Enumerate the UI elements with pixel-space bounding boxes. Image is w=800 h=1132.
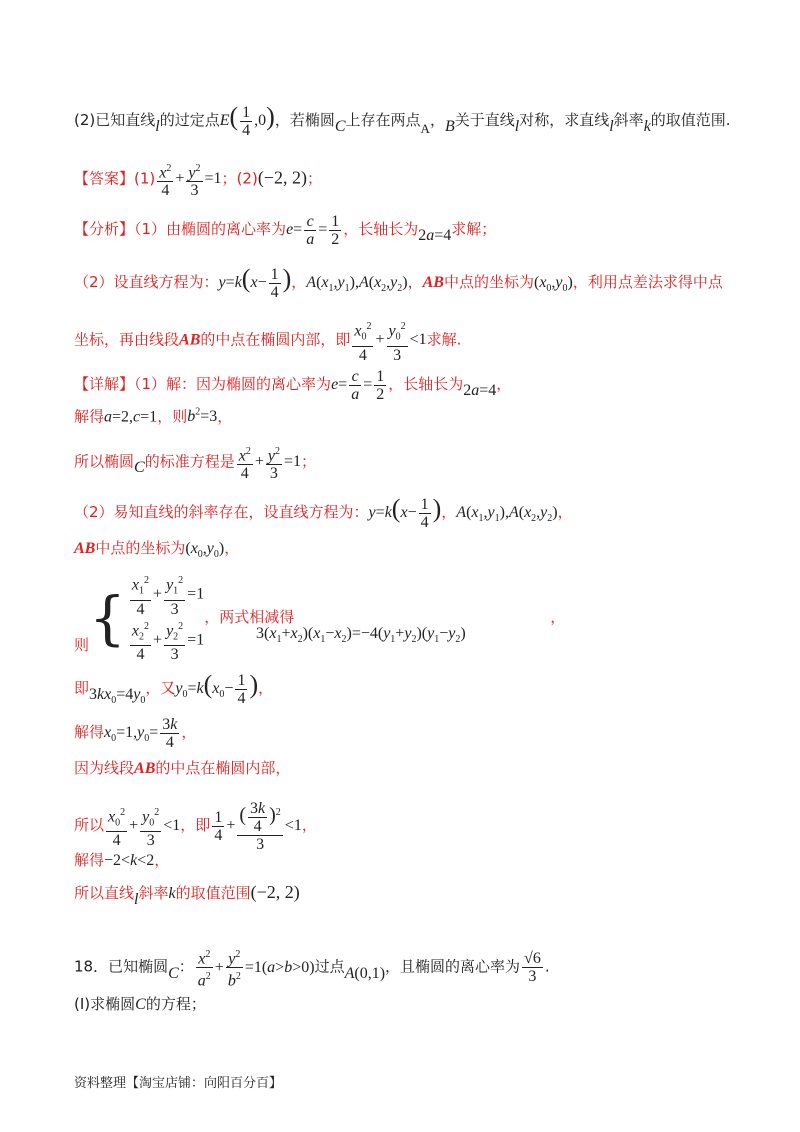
footer-text: 资料整理【淘宝店铺：向阳百分百】 bbox=[74, 1076, 283, 1091]
detail-line-1: 【详解】（1）解：因为椭圆的离心率为e= $\frac{c}{a}$ = $\frac{1}{2}$ ，长轴长为2a=4， bbox=[74, 368, 512, 403]
problem-2-statement: (2)已知直线l的过定点E( $\frac{1}{4}$ ,0)，若椭圆C上存在两点A，B关于直线l对称，求直线l斜率k的取值范围. bbox=[74, 102, 731, 139]
detail-line-6: 则 { $\frac{x_1^2}{4}$ + $\frac{y_1^2}{3}$ =1 $\frac{x_2^2}{4}$ + $\frac{y_2^2}{3}$ =1 ，两式相减得 ， bbox=[74, 572, 565, 663]
analysis-line-2: （2）设直线方程为：y=k(x− $\frac{1}{4}$ )，$A(x_1,y_1),A(x_2,y_2)$，AB中点的坐标为$(x_0,y_0)$，利用点差法求得中点 bbox=[74, 264, 723, 301]
detail-line-9: 因为线段AB的中点在椭圆内部， bbox=[74, 759, 291, 777]
question-18-part-1: (Ⅰ)求椭圆C的方程； bbox=[74, 995, 206, 1013]
detail-line-5: AB中点的坐标为$(x_0,y_0)$， bbox=[74, 539, 240, 561]
detail-line-10: 所以 $\frac{x_0^2}{4}$ + $\frac{y_0^2}{3}$ <1，即 $\frac{1}{4}$ + ( $\frac{3k}{4}$ )$^2$ 3 <1， bbox=[74, 800, 317, 853]
detail-line-2: 解得a=2,c=1，则$b^2=3$， bbox=[74, 407, 233, 426]
difference-equation: $3(x_1+x_2)(x_1-x_2)=-4(y_1+y_2)(y_1-y_2)$ bbox=[256, 625, 466, 646]
analysis-line-1: 【分析】（1）由椭圆的离心率为e= $\frac{c}{a}$ = $\frac{1}{2}$ ，长轴长为2a=4求解； bbox=[74, 213, 497, 248]
answer-line: 【答案】(1) $\frac{x^2}{4}$ + $\frac{y^2}{3}$ =1；(2)(−2, 2)； bbox=[74, 160, 322, 199]
detail-line-11: 解得−2<k<2， bbox=[74, 851, 170, 869]
analysis-line-3: 坐标，再由线段AB的中点在椭圆内部，即 $\frac{x_0^2}{4}$ + $\frac{y_0^2}{3}$ <1求解. bbox=[74, 318, 461, 364]
detail-line-12: 所以直线l斜率k的取值范围(−2, 2) bbox=[74, 882, 300, 908]
detail-line-8: 解得$x_0=1,y_0=$ $\frac{3k}{4}$ ， bbox=[74, 716, 197, 751]
detail-line-4: （2）易知直线的斜率存在，设直线方程为：y=k(x− $\frac{1}{4}$ )，$A(x_1,y_1),A(x_2,y_2)$， bbox=[74, 494, 573, 531]
equation-system: { $\frac{x_1^2}{4}$ + $\frac{y_1^2}{3}$ =1 $\frac{x_2^2}{4}$ + $\frac{y_2^2}{3}$ =1 bbox=[89, 572, 204, 663]
question-18: 18．已知椭圆C： $\frac{x^2}{a^2}$ + $\frac{y^2}{b^2}$ =1(a>b>0)过点A(0,1)，且椭圆的离心率为 $\frac{√6}{3}$ . bbox=[74, 946, 550, 990]
detail-line-7: 即$3kx_0=4y_0$，又$y_0=k(x_0-$ $\frac{1}{4}$ )， bbox=[74, 670, 274, 707]
detail-line-3: 所以椭圆C的标准方程是 $\frac{x^2}{4}$ + $\frac{y^2}{3}$ =1； bbox=[74, 443, 316, 482]
